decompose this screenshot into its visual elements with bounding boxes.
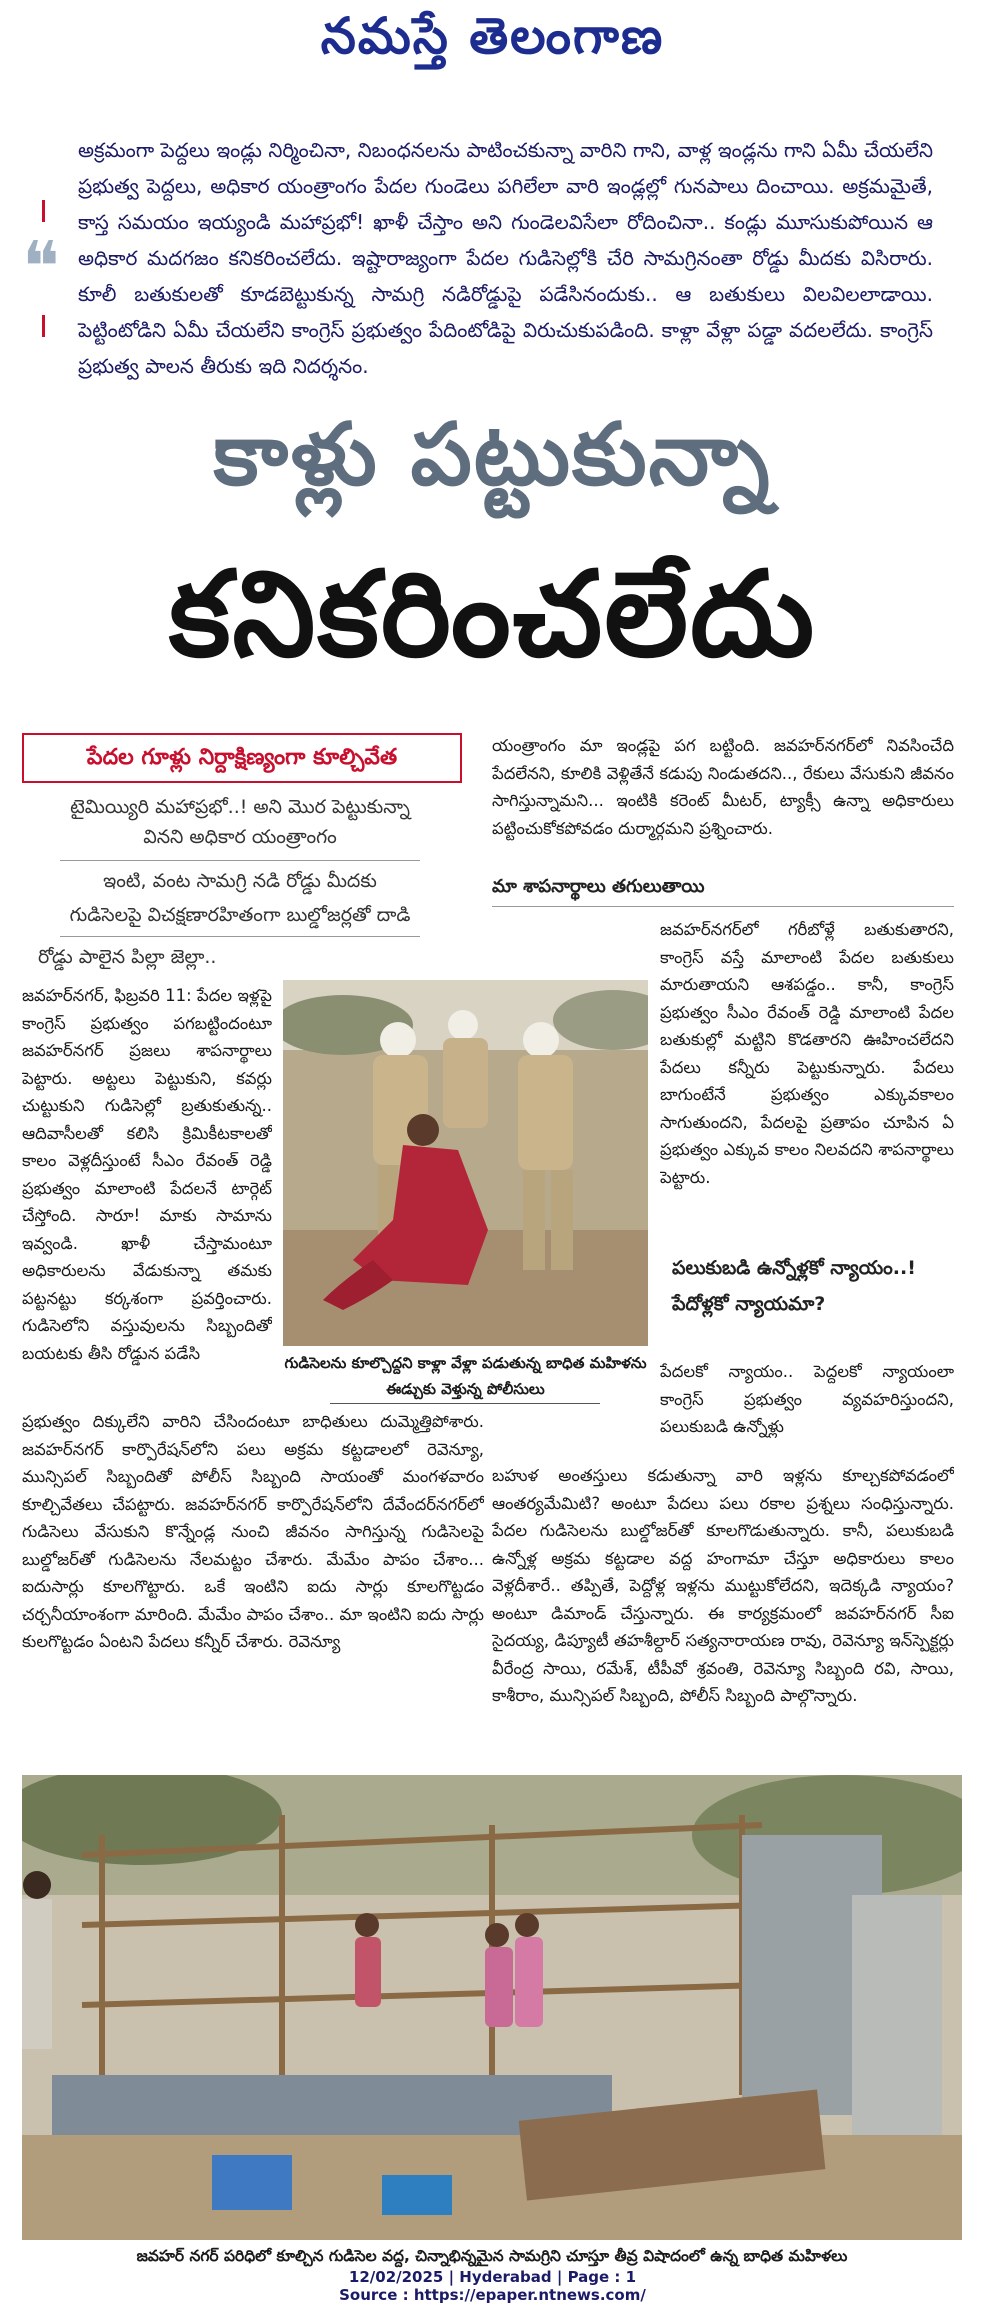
photo-1-caption: గుడిసెలను కూల్చొద్దని కాళ్లా వేళ్లా పడుతున్న బాధిత మహిళను ఈడ్చుకు వెళ్తున్న పోలీసులు: [284, 1354, 647, 1398]
subhead-3: ఇంటి, వంట సామగ్రి నడి రోడ్డు మీదకు: [103, 870, 377, 892]
quote-mark-icon: ❝: [22, 226, 60, 308]
headline-line-1: కాళ్లు పట్టుకున్నా: [213, 405, 772, 505]
article-paragraph: జవహర్‌నగర్‌లో గరీబోళ్లే బతుకుతారని, కాంగ్రెస్ వస్తే మాలాంటి పేదల బతుకులు మారుతాయని ఆశపడ్డం.. కానీ, కాంగ్రెస్ ప్రభుత్వం సీఎం రేవంత్ రెడ్డి మాలాంటి పేదల బతుకుల్లో మట్టిని కొడతారని ఊహించలేదని పేదలు కన్నీరు పెట్టుకున్నారు. పేదలు బాగుంటేనే ప్రభుత్వం ఎక్కువకాలం సాగుతుందని, పేదలపై ప్రతాపం చూపిన ఏ ప్రభుత్వం ఎక్కువ కాలం నిలవదని శాపనార్థాలు పెట్టారు.: [660, 920, 954, 1187]
footer-date-line: 12/02/2025 | Hyderabad | Page : 1: [348, 2268, 637, 2286]
divider: [60, 860, 420, 861]
section-subhead-curses: మా శాపనార్థాలు తగులుతాయి: [492, 876, 705, 897]
article-paragraph: యంత్రాంగం మా ఇండ్లపై పగ బట్టింది. జవహర్‌నగర్‌లో నివసించేది పేదలేనని, కూలికి వెళ్లితేనే కడుపు నిండుతదని.., రేకులు వేసుకుని జీవనం సాగిస్తున్నామని... ఇంటికి కరెంట్ మీటర్, ట్యాక్సీ ఉన్నా అధికారులు పట్టించుకోకపోవడం దుర్మార్గమని ప్రశ్నించారు.: [492, 736, 954, 838]
photo-2-caption: జవహర్ నగర్ పరిధిలో కూల్చిన గుడిసెల వద్ద, చిన్నాభిన్నమైన సామగ్రిని చూస్తూ తీవ్ర విషాదంలో ఉన్న బాధిత మహిళలు: [136, 2247, 848, 2265]
article-paragraph: పేదలకో న్యాయం.. పెద్దలకో న్యాయంలా కాంగ్రెస్ ప్రభుత్వం వ్యవహరిస్తుందని, పలుకుబడి ఉన్నోళ్లు: [660, 1362, 954, 1436]
article-column-2-middle: [660, 916, 954, 1246]
intro-accent-line-top: [42, 200, 45, 222]
caption-underline: [330, 1403, 600, 1404]
headline-line-2: కనికరించలేదు: [168, 545, 817, 683]
article-column-2-bottom: [492, 1462, 954, 1768]
article-column-1-continued: [22, 1408, 484, 1768]
article-paragraph: ప్రభుత్వం దిక్కులేని వారిని చేసిందంటూ బాధితులు దుమ్మెత్తిపోశారు. జవహర్‌నగర్ కార్పొరేషన్‌లోని పలు అక్రమ కట్టడాలలో రెవెన్యూ, మున్సిపల్ సిబ్బందితో పోలీస్ సిబ్బంది సాయంతో మంగళవారం కూల్చివేతలు చేపట్టారు. జవహర్‌నగర్ కార్పొరేషన్‌లోని దేవేందర్‌నగర్‌లో గుడిసెలు వేసుకుని కొన్నేండ్ల నుంచి జీవనం సాగిస్తున్న గుడిసెలపై బుల్డోజర్‌తో గుడిసెలను నేలమట్టం చేశారు. మేమేం పాపం చేశాం... ఐదుసార్లు కూలగొట్టారు. ఒకే ఇంటిని ఐదు సార్లు కూలగొట్టడం చర్చనీయాంశంగా మారింది. మేమేం పాపం చేశాం.. మా ఇంటిని ఐదు సార్లు కులగొట్టడం ఏంటని పేదలు కన్నీర్ చేశారు. రెవెన్యూ: [22, 1412, 484, 1651]
masthead-title: నమస్తే తెలంగాణ: [320, 6, 665, 65]
pull-quote: పలుకుబడి ఉన్నోళ్లకో న్యాయం..! పేదోళ్లకో న్యాయమా?: [672, 1257, 916, 1315]
article-paragraph: జవహర్‌నగర్, ఫిబ్రవరి 11: పేదల ఇళ్లపై కాంగ్రెస్ ప్రభుత్వం పగబట్టిందంటూ జవహర్‌నగర్ ప్రజలు శాపనార్థాలు పెట్టారు. అట్టలు పెట్టుకుని, కవర్లు చుట్టుకుని గుడిసెల్లో బ్రతుకుతున్న.. ఆదివాసీలతో కలిసి క్రిమికీటకాలతో కాలం వెళ్లదీస్తుంటే సీఎం రేవంత్ రెడ్డి ప్రభుత్వం మాలాంటి పేదలనే టార్గెట్ చేస్తోంది. సారూ! మాకు సామాను ఇవ్వండి. ఖాళీ చేస్తామంటూ అధికారులను వేడుకున్నా తమకు పట్టనట్టు కర్కశంగా ప్రవర్తించారు. గుడిసెలోని వస్తువులను సిబ్బందితో బయటకు తీసి రోడ్డున పడేసి: [22, 986, 272, 1363]
kicker-box: పేదల గూళ్లు నిర్దాక్షిణ్యంగా కూల్చివేత: [22, 733, 462, 783]
article-column-1: [22, 982, 272, 1432]
footer-source-link[interactable]: Source : https://epaper.ntnews.com/: [339, 2286, 646, 2304]
photo-police-dragging-woman: [283, 980, 648, 1346]
article-column-2-low: [660, 1358, 954, 1450]
divider: [492, 906, 954, 907]
subhead-5: రోడ్డు పాలైన పిల్లా జెల్లా..: [38, 946, 217, 968]
subhead-1: టైమియ్యిరి మహాప్రభో..! అని మొర పెట్టుకున్నా: [70, 796, 410, 818]
divider: [60, 936, 420, 937]
subhead-4: గుడిసెలపై విచక్షణారహితంగా బుల్డోజర్లతో దాడి: [69, 904, 411, 926]
photo-demolished-huts: [22, 1775, 962, 2240]
intro-paragraph: అక్రమంగా పెద్దలు ఇండ్లు నిర్మించినా, నిబంధనలను పాటించకున్నా వారిని గాని, వాళ్ల ఇండ్లను గాని ఏమీ చేయలేని ప్రభుత్వ పెద్దలు, అధికార యంత్రాంగం పేదల గుండెలు పగిలేలా వారి ఇండ్లల్లో గునపాలు దించాయి. అక్రమమైతే, కాస్త సమయం ఇయ్యండి మహాప్రభో! ఖాళీ చేస్తాం అని గుండెలవిసేలా రోదించినా.. కండ్లు మూసుకుపోయిన ఆ అధికార మదగజం కనికరించలేదు. ఇష్టారాజ్యంగా పేదల గుడిసెల్లోకి చేరి సామగ్రినంతా రోడ్డు మీదకు విసిరారు. కూలీ బతుకులతో కూడబెట్టుకున్న సామగ్రి నడిరోడ్డుపై పడేసినందుకు.. ఆ బతుకులు విలవిలలాడాయి. పెట్టింటోడిని ఏమీ చేయలేని కాంగ్రెస్ ప్రభుత్వం పేదింటోడిపై విరుచుకుపడింది. కాళ్లా వేళ్లా పడ్డా వదలలేదు. కాంగ్రెస్ ప్రభుత్వ పాలన తీరుకు ఇది నిదర్శనం.: [78, 138, 933, 378]
subhead-2: వినని అధికార యంత్రాంగం: [143, 826, 337, 848]
article-column-2-top: [492, 732, 954, 872]
article-paragraph: బహుళ అంతస్తులు కడుతున్నా వారి ఇళ్లను కూల్చకపోవడంలో ఆంతర్యమేమిటి? అంటూ పేదలు పలు రకాల ప్రశ్నలు సంధిస్తున్నారు. పేదల గుడిసెలను బుల్డోజర్‌తో కూలగొడుతున్నారు. కానీ, పలుకుబడి ఉన్నోళ్ల అక్రమ కట్టడాల వద్ద హంగామా చేస్తూ అధికారులు కాలం వెళ్లదీశారే.. తప్పితే, పెద్దోళ్ల ఇళ్లను ముట్టుకోలేదని, ఇదెక్కడి న్యాయం? అంటూ డిమాండ్ చేస్తున్నారు. ఈ కార్యక్రమంలో జవహర్‌నగర్ సీఐ సైదయ్య, డిప్యూటీ తహశీల్దార్ సత్యనారాయణ రావు, రెవెన్యూ ఇన్‌స్పెక్టర్లు వీరేంద్ర సాయి, రమేశ్, టీపీవో శ్రవంతి, రెవెన్యూ సిబ్బంది రవి, సాయి, కాశీరాం, మున్సిపల్ సిబ్బంది, పోలీస్ సిబ్బంది పాల్గొన్నారు.: [492, 1466, 954, 1705]
intro-accent-line-bottom: [42, 315, 45, 337]
